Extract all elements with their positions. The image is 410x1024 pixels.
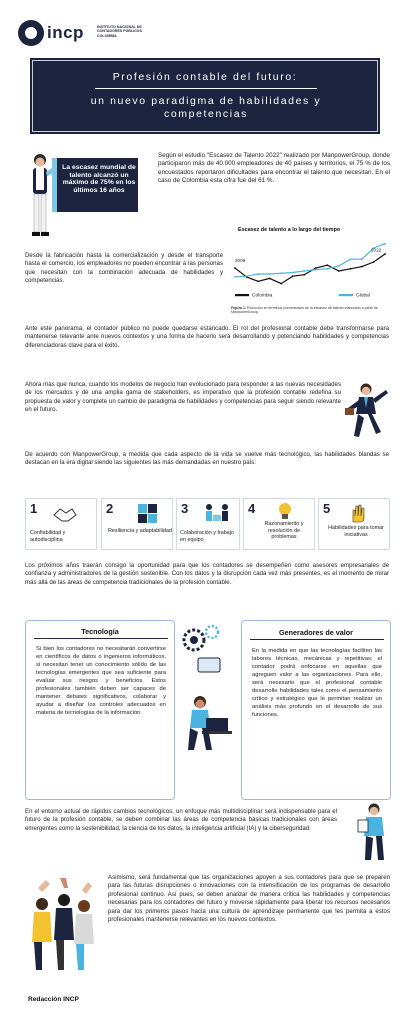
skill-number: 1	[30, 501, 38, 516]
skill-card-4	[243, 498, 315, 550]
data-point-global	[349, 258, 351, 260]
line-chart	[231, 234, 391, 304]
data-point-colombia	[292, 275, 294, 277]
data-point-colombia	[280, 283, 282, 285]
lightbulb-icon	[276, 501, 294, 521]
tecnologia-box	[25, 620, 175, 800]
x-tick-label: 2022	[371, 247, 382, 253]
team-celebrating-illustration	[24, 878, 104, 974]
proximos-paragraph: Los próximos años traerán consigo la oportunidad para que los contadores se desempeñen como asesores empresariales de confianza y administradores de la gestión sostenible. Con los datos y la disrupción cada vez más presentes, es el momento de mirar más allá de las áreas de competencia tradicionales de la profesión contable.	[25, 562, 389, 586]
data-point-global	[303, 270, 305, 272]
skill-card-5	[318, 498, 390, 550]
logo-circle-icon	[18, 20, 44, 46]
data-point-global	[292, 272, 294, 274]
legend-label-global: Global	[356, 293, 370, 299]
legend-swatch-colombia	[235, 294, 249, 296]
skill-label: Colaboración y trabajo en equipo	[180, 530, 234, 543]
data-point-global	[361, 258, 363, 260]
data-point-colombia	[349, 268, 351, 270]
valor-box	[241, 620, 391, 800]
data-point-global	[315, 269, 317, 271]
data-point-global	[280, 272, 282, 274]
man-clipboard-illustration	[354, 800, 394, 864]
data-point-colombia	[269, 278, 271, 280]
intro-paragraph: Según el estudio "Escasez de Talento 2022" realizado por ManpowerGroup, donde participaron más de 40.000 empleadores de 40 países y territorios, el 75 % de los encuestados reportaron dificultades para encontrar el talento que necesitan. En el caso de Colombia esta cifra fue del 61 %.	[158, 152, 390, 185]
data-point-global	[384, 243, 386, 245]
data-point-colombia	[257, 280, 259, 282]
chart-caption	[231, 306, 391, 315]
woman-laptop-illustration	[180, 692, 238, 756]
businessman-illustration	[342, 380, 392, 442]
tecnologia-divider	[34, 638, 168, 639]
incp-logo	[18, 18, 168, 48]
data-point-colombia	[384, 253, 386, 255]
tecnologia-text: Si bien los contadores no necesitarán convertirse en científicos de datos o ingenieros informáticos, sí necesitan tener un conocimiento sólido de las tecnologías emergentes que sea suficiente para evaluar sus riesgos y beneficios. Estos profesionales también deben ser capaces de mantener debates significativos, colaborar y ayudar a diseñar los controles adecuados en materia de tecnologías de la información.	[36, 646, 166, 716]
skill-label: Confiabilidad y autodisciplina	[30, 530, 66, 543]
skill-label: Habilidades para tomar iniciativas	[328, 525, 384, 538]
data-point-colombia	[361, 266, 363, 268]
title-divider	[95, 88, 317, 89]
data-point-global	[234, 276, 236, 278]
valor-divider	[250, 639, 384, 640]
ahora-paragraph: Ahora más que nunca, cuando los modelos de negocio han evolucionado para responder a las nuevas necesidades de los mercados y de una amplia gama de stakeholders, es imperativo que la profesión contable redefina su propuesta de valor y complete un cambio de paradigma de habilidades y competencias para seguir siendo relevante en el futuro.	[25, 381, 341, 414]
legend-label-colombia: Colombia	[252, 293, 273, 299]
data-point-colombia	[373, 261, 375, 263]
x-tick-label: 2009	[235, 258, 246, 264]
puzzle-icon	[136, 502, 160, 524]
skill-number: 5	[323, 501, 331, 516]
data-point-colombia	[326, 264, 328, 266]
manpower-paragraph: De acuerdo con ManpowerGroup, a medida que cada aspecto de la vida se vuelve más tecnológico, las habilidades blandas se destacan en la era digital siendo las siguientes las más demandadas en nuestro país:	[25, 451, 389, 467]
tecnologia-title: Tecnología	[81, 627, 119, 636]
teamwork-icon	[201, 502, 235, 526]
skill-card-2	[101, 498, 173, 550]
fabricacion-paragraph: Desde la fabricación hasta la comercialización y desde el transporte hasta el comercio, los empleadores no pueden encontrar a las personas que necesitan con la combinación adecuada de habilidades y competencias.	[25, 252, 223, 285]
caption-label: Figura 1.	[231, 306, 246, 310]
data-point-colombia	[338, 270, 340, 272]
data-point-global	[326, 268, 328, 270]
data-point-colombia	[234, 267, 236, 269]
contador-paragraph: Ante este panorama, el contador público no puede quedarse estancado. El rol del profesional contable debe transformarse para mantenerse relevante ante nuevos contextos y una forma de hacerlo será desarrollando y potenciando habilidades y competencias diferenciadoras clave para el éxito.	[25, 325, 389, 349]
title-band	[32, 60, 378, 132]
skill-label: Resiliencia y adaptabilidad	[108, 528, 172, 534]
handshake-icon	[52, 505, 78, 523]
skill-card-3	[176, 498, 240, 550]
data-point-global	[269, 273, 271, 275]
skill-number: 4	[248, 501, 256, 516]
hand-icon	[347, 502, 369, 524]
talent-shortage-badge	[52, 158, 138, 212]
valor-text: En la medida en que las tecnologías faciliten las labores técnicas, mecánicas y repetitivas; el contador podrá enfocarse en aquellas que agreguen valor a las organizaciones. Para ello, será necesario que el profesional contable desarrolle habilidades tales como el pensamiento crítico y estratégico que le permitan realizar un análisis más profundo en el desarrollo de sus funciones.	[252, 648, 382, 718]
page-title: Profesión contable del futuro:	[112, 71, 298, 83]
skill-card-1	[25, 498, 97, 550]
caption-text: Evolución en términos porcentuales de la escasez de talento elaborado a partir de ManpowerGroup.	[231, 306, 378, 315]
skill-number: 3	[181, 501, 189, 516]
asimismo-paragraph: Asimismo, será fundamental que las organizaciones apoyen a sus contadores para que se preparen para las futuras disrupciones o innovaciones con la intensificación de los programas de desarrollo profesional continuo. Así pues, se deben analizar de manera crítica las habilidades y competencias necesarias para los contadores del futuro y moverse rápidamente para liberar los recursos necesarios para dar los primeros pasos hacia una cultura de aprendizaje permanente que les permita a estos profesionales mantenerse relevantes en los nuevos contextos.	[108, 874, 390, 924]
chart-title: Escasez de talento a lo largo del tiempo	[238, 227, 341, 233]
skill-number: 2	[106, 501, 114, 516]
author-credit: Redacción INCP	[28, 996, 79, 1003]
entorno-paragraph: En el entorno actual de rápidos cambios tecnológicos, un enfoque más multidisciplinar será indispensable para el futuro de la profesión contable, se deben combinar las áreas de competencia básicas tradicionales con áreas emergentes como la sostenibilidad, la ciencia de los datos, la inteligencia artificial (IA) y la ciberseguridad.	[25, 808, 337, 832]
legend-swatch-global	[339, 294, 353, 296]
data-point-global	[257, 273, 259, 275]
skill-label: Razonamiento y resolución de problemas	[264, 521, 304, 541]
badge-text: La escasez mundial de talento alcanzó un máximo de 75% en los últimos 16 años	[62, 164, 136, 194]
logo-word: incp	[47, 23, 84, 42]
page-subtitle: un nuevo paradigma de habilidades y competencias	[90, 95, 322, 120]
data-point-global	[246, 275, 248, 277]
data-point-global	[338, 265, 340, 267]
logo-subtitle: INSTITUTO NACIONAL DE CONTADORES PÚBLICOS COLOMBIA	[97, 25, 142, 38]
valor-title: Generadores de valor	[279, 628, 353, 637]
gears-illustration	[178, 618, 236, 690]
data-point-colombia	[303, 274, 305, 276]
